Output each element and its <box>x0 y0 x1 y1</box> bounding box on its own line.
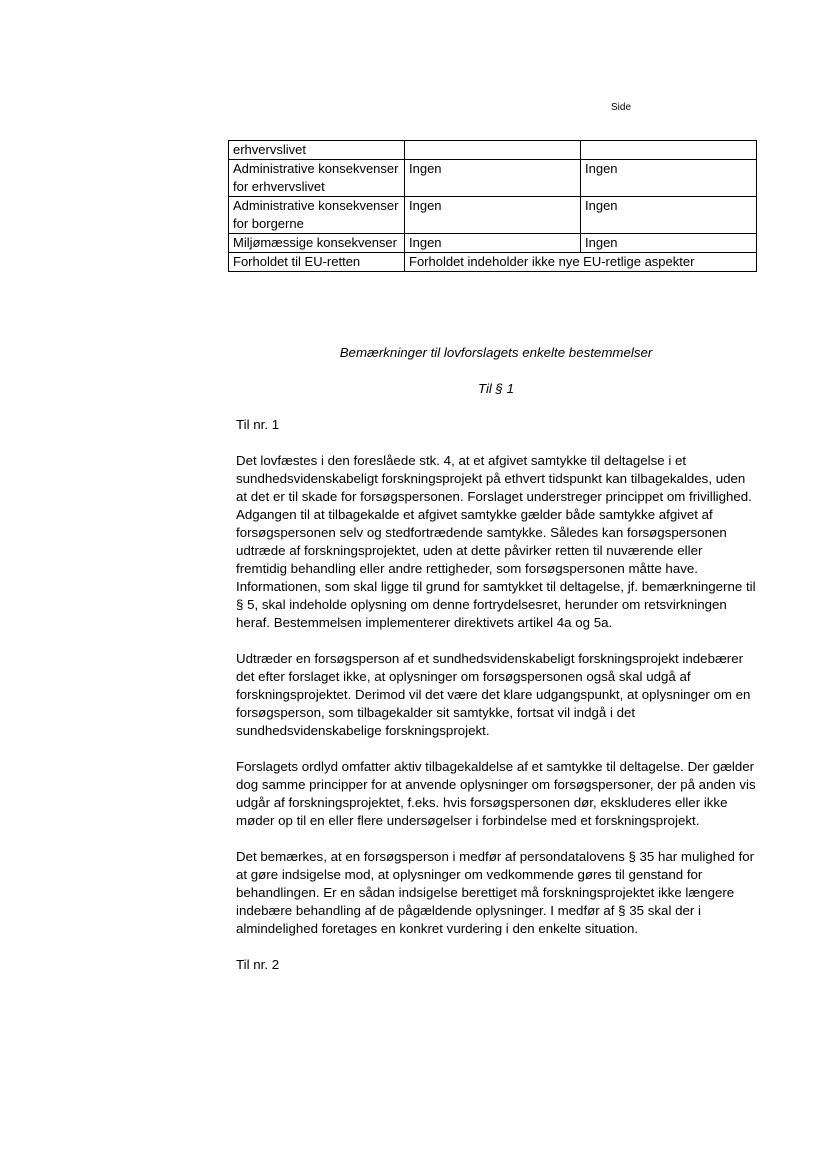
table-row <box>229 234 757 253</box>
table-cell: Ingen <box>405 234 581 253</box>
table-row <box>229 160 757 197</box>
table-cell: Ingen <box>581 160 757 197</box>
subheading-nr-2: Til nr. 2 <box>236 957 280 972</box>
consequences-table <box>228 140 757 272</box>
table-cell: Ingen <box>405 160 581 197</box>
table-cell-label: erhvervslivet <box>229 141 405 160</box>
document-body <box>236 344 756 992</box>
table-cell: Ingen <box>581 234 757 253</box>
table-cell-label: Miljømæssige konsekvenser <box>229 234 405 253</box>
table-row <box>229 197 757 234</box>
paragraph: Udtræder en forsøgsperson af et sundhedsvidenskabeligt forskningsprojekt indebærer det efter forslaget ikke, at oplysninger om forsøgspersonen også skal udgå af forskningsprojektet. Derimod vil det være det klare udgangspunkt, at oplysninger om en forsøgsperson, som tilbagekalder sit samtykke, fortsat vil indgå i det sundhedsvidenskabelige forskningsprojekt. <box>236 651 751 738</box>
table-cell: Ingen <box>405 197 581 234</box>
table-cell-label: Administrative konsekvenser for erhvervslivet <box>229 160 405 197</box>
subheading-nr-1: Til nr. 1 <box>236 417 280 432</box>
table-cell <box>405 141 581 160</box>
table-row-eu <box>229 253 757 272</box>
remarks-heading: Bemærkninger til lovforslagets enkelte bestemmelser <box>339 345 653 360</box>
table-cell <box>581 141 757 160</box>
page-label: Side <box>611 102 632 113</box>
paragraph: Det bemærkes, at en forsøgsperson i medfør af persondatalovens § 35 har mulighed for at gøre indsigelse mod, at oplysninger om vedkommende gøres til genstand for behandlingen. Er en sådan indsigelse berettiget må forskningsprojektet ikke længere indebære behandling af de pågældende oplysninger. I medfør af § 35 skal der i almindelighed foretages en konkret vurdering i den enkelte situation. <box>236 849 755 936</box>
table-cell-label: Forholdet til EU-retten <box>229 253 405 272</box>
table-cell: Ingen <box>581 197 757 234</box>
table-row <box>229 141 757 160</box>
section-heading: Til § 1 <box>477 381 515 396</box>
table-cell-label: Administrative konsekvenser for borgerne <box>229 197 405 234</box>
paragraph: Det lovfæstes i den foreslåede stk. 4, at et afgivet samtykke til deltagelse i et sundhedsvidenskabeligt forskningsprojekt på ethvert tidspunkt kan tilbagekaldes, uden at det er til skade for forsøgspersonen. Forslaget understreger princippet om frivillighed. Adgangen til at tilbagekalde et afgivet samtykke gælder både samtykke afgivet af forsøgspersonen selv og stedfortrædende samtykke. Således kan forsøgspersonen udtræde af forskningsprojektet, uden at dette påvirker retten til nuværende eller fremtidig behandling eller andre rettigheder, som forsøgspersonen måtte have. Informationen, som skal ligge til grund for samtykket til deltagelse, jf. bemærkningerne til § 5, skal indeholde oplysning om denne fortrydelsesret, herunder om retsvirkningen heraf. Bestemmelsen implementerer direktivets artikel 4a og 5a. <box>236 453 756 630</box>
table-cell-eu-value: Forholdet indeholder ikke nye EU-retlige aspekter <box>405 253 757 272</box>
paragraph: Forslagets ordlyd omfatter aktiv tilbagekaldelse af et samtykke til deltagelse. Der gælder dog samme principper for at anvende oplysninger om forsøgspersoner, der på anden vis udgår af forskningsprojektet, f.eks. hvis forsøgspersonen dør, ekskluderes eller ikke møder op til en eller flere undersøgelser i forbindelse med et forskningsprojekt. <box>236 759 756 828</box>
